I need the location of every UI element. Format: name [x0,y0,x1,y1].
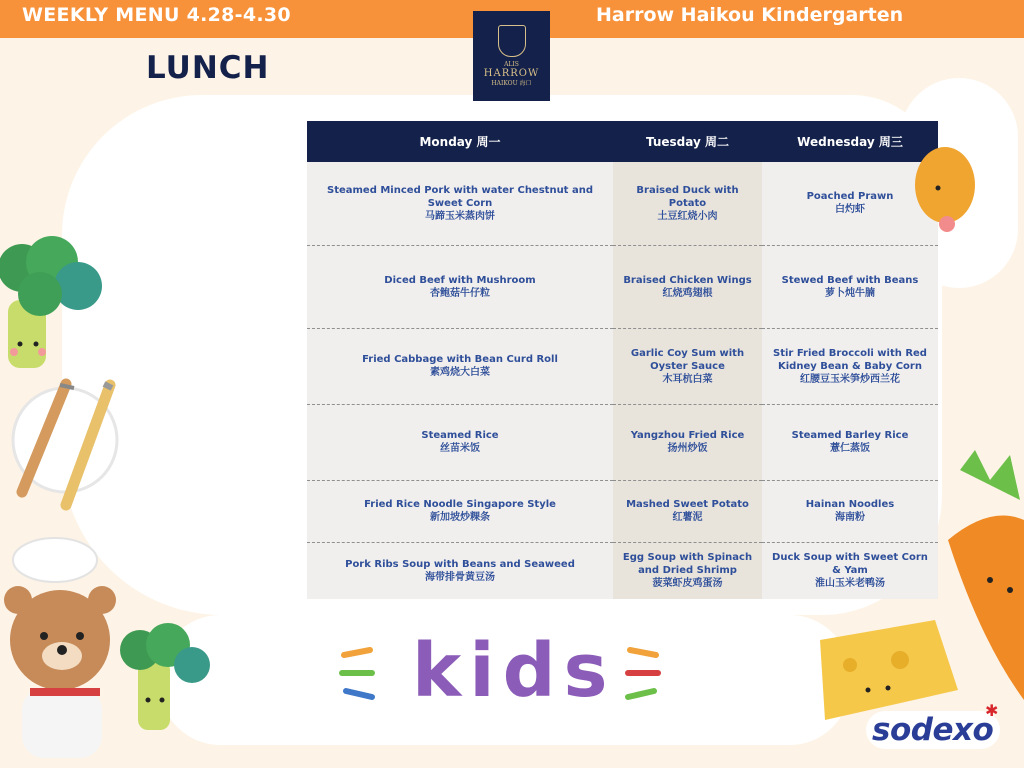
day-header-monday: Monday 周一 [307,121,613,162]
logo-prefix: ALIS [504,61,519,68]
cheese-character-icon [820,620,958,720]
broccoli-icon [0,236,102,368]
sodexo-brand-text: sodexo [872,712,994,748]
dish-en: Steamed Barley Rice [791,430,909,441]
dish-en: Mashed Sweet Potato [626,499,749,510]
chef-bear-icon [4,538,116,758]
dish-zh: 白灼虾 [835,204,865,216]
logo-subtitle: HAIKOU 海口 [491,80,532,87]
dish-zh: 薏仁蒸饭 [830,443,870,454]
dish-zh: 丝苗米饭 [440,443,480,454]
carrot-character-icon [948,450,1024,700]
dish-en: Braised Duck with Potato [636,184,739,209]
dish-en: Fried Rice Noodle Singapore Style [364,499,556,510]
dish-zh: 扬州炒饭 [667,443,708,454]
dish-en: Braised Chicken Wings [623,274,752,286]
kids-text: kids [412,628,616,714]
plate-with-utensils-icon [13,384,117,505]
dish-en: Steamed Rice [421,430,499,441]
dish-zh: 红烧鸡翅根 [662,287,713,299]
dish-zh: 红薯泥 [672,512,703,523]
dish-en: Stewed Beef with Beans [781,274,919,286]
dish-en: Hainan Noodles [805,499,895,510]
dish-zh: 木耳杭白菜 [662,373,713,385]
dish-en: Egg Soup with Spinach and Dried Shrimp [622,552,753,577]
dish-en: Duck Soup with Sweet Corn & Yam [772,552,928,577]
dish-en: Garlic Coy Sum with Oyster Sauce [630,347,745,372]
dish-zh: 菠菜虾皮鸡蛋汤 [652,578,723,590]
dish-zh: 海南粉 [835,512,865,523]
broccoli-character-icon [120,623,210,730]
dish-zh: 海带排骨黄豆汤 [425,571,495,583]
dish-zh: 新加坡炒粿条 [430,512,490,523]
dish-zh: 红腰豆玉米笋炒西兰花 [800,373,900,385]
day-header-tuesday: Tuesday 周二 [613,121,762,162]
school-name: Harrow Haikou Kindergarten [596,4,904,26]
logo-name: HARROW [483,68,540,79]
dish-zh: 素鸡烧大白菜 [430,367,490,378]
weekly-menu-title: WEEKLY MENU 4.28-4.30 [22,4,291,26]
dish-zh: 土豆红烧小肉 [657,210,718,222]
egg-character-icon [915,147,975,232]
dish-en: Stir Fried Broccoli with Red Kidney Bean & Baby Corn [773,347,927,372]
dish-en: Diced Beef with Mushroom [384,274,536,286]
dish-en: Poached Prawn [806,191,894,203]
day-header-wednesday: Wednesday 周三 [762,121,938,162]
dish-zh: 萝卜炖牛腩 [825,287,875,299]
sodexo-logo [866,701,1006,752]
section-title: LUNCH [146,50,270,86]
dish-en: Fried Cabbage with Bean Curd Roll [362,354,558,365]
dish-zh: 杏鲍菇牛仔粒 [430,287,490,299]
dish-zh: 马蹄玉米蒸肉饼 [425,210,495,222]
dish-zh: 淮山玉米老鸭汤 [815,578,885,590]
dish-en: Yangzhou Fried Rice [630,430,745,441]
dish-en: Pork Ribs Soup with Beans and Seaweed [345,558,575,570]
star-icon: ✱ [985,701,999,720]
dish-en: Steamed Minced Pork with water Chestnut and Sweet Corn [327,184,593,209]
